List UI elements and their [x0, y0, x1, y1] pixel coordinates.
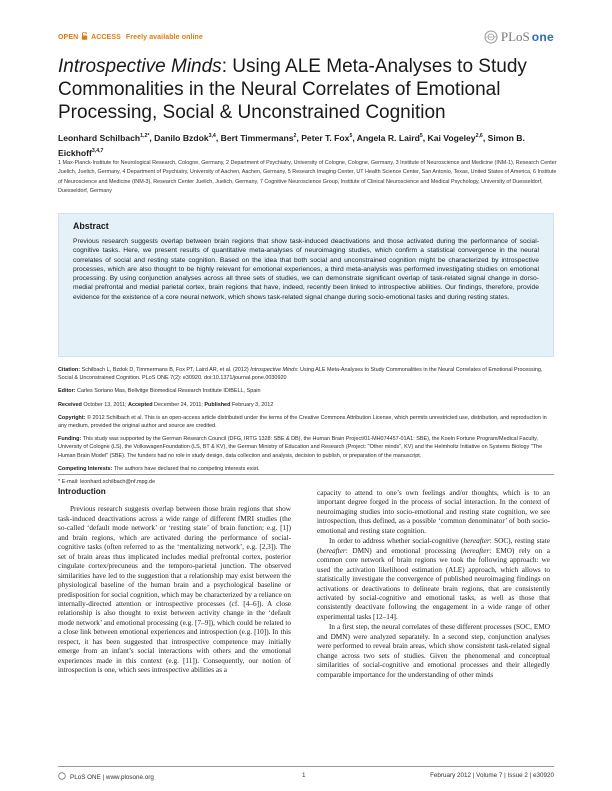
page-number: 1: [302, 772, 306, 779]
author-name: Angela R. Laird: [356, 132, 420, 143]
author-list: [58, 130, 558, 161]
p3-part-d: : EMO) rely on a common core network of brain regions we took the following approach: we used the activation likelihood estimation (ALE) approach, which allows to statistically investigate the convergence of published neuroimaging findings on activations or deactivations to delineate brain regions, that are consistently activated by social-cognitive and emotional tasks, as well as those that consistently deactivate following the engagement in a wide range of other experimental tasks [12–14].: [317, 546, 550, 621]
author-separator: ,: [215, 132, 221, 143]
copyright-label: Copyright:: [58, 414, 86, 421]
accepted-date: December 24, 2011;: [152, 401, 205, 408]
author-name: Danilo Bzdok: [154, 132, 209, 143]
author-name: Peter T. Fox: [301, 132, 350, 143]
competing-text: The authors have declared that no competing interests exist.: [112, 465, 260, 472]
author-separator: ,: [149, 132, 155, 143]
author-affiliation-marker: 1,2: [140, 133, 148, 139]
received-date: October 13, 2011;: [81, 401, 129, 408]
article-metadata: [58, 366, 554, 491]
title-rest: : Using ALE Meta-Analyses to Study Commonalities in the Neural Correlates of Emotional Processing, Social & Unconstrained Cognition: [58, 56, 527, 123]
corresponding-email[interactable]: * E-mail: leonhard.schilbach@nf.mpg.de: [58, 479, 156, 486]
abstract-heading: Abstract: [73, 221, 109, 231]
author-separator: ,: [352, 132, 357, 143]
author-affiliation-marker: 2: [293, 133, 297, 139]
footer-divider: [58, 766, 554, 767]
author-affiliation-marker: 5: [349, 133, 353, 139]
author-affiliation-marker: 2,6: [475, 133, 483, 139]
competing-label: Competing Interests:: [58, 465, 113, 472]
page-footer: [58, 770, 554, 782]
copyright-text: © 2012 Schilbach et al. This is an open-access article distributed under the terms of the Creative Commons Attribution License, which permits unrestricted use, distribution, and reproduction in any medium, provided the original author and source are credited.: [58, 414, 547, 430]
citation-title: Introspective Minds: [250, 367, 298, 373]
author-affiliation-marker: 5: [419, 133, 423, 139]
plos-one-logo: [484, 28, 554, 46]
author-separator: ,: [296, 132, 302, 143]
plos-mini-logo-icon: [58, 772, 67, 780]
right-column: [317, 489, 550, 680]
p3-hereafter-2: hereafter: [319, 546, 346, 555]
intro-paragraph-3: [317, 537, 550, 622]
received-label: Received: [58, 401, 82, 408]
access-label: ACCESS: [91, 34, 121, 41]
abstract-text: Previous research suggests overlap between brain regions that show task-induced deactivations and those activated during the performance of social-cognitive tasks. Here, we present results of quantitative meta-analyses of neuroimaging studies, which confirm a statistical convergence in the neural correlates of social and resting state cognition. Based on the idea that both social and unconstrained cognition might be characterized by introspective processes, which are also thought to be highly relevant for emotional experiences, a third meta-analysis was performed investigating studies on emotional processing. By using conjunction analyses across all three sets of studies, we can demonstrate significant overlap of task-related signal change in dorso-medial prefrontal and medial parietal cortex, brain regions that have, indeed, recently been linked to introspective abilities. Our findings, therefore, provide evidence for the existence of a core neural network, which shows task-related signal change during socio-emotional tasks and during resting states.: [73, 238, 539, 301]
funding: [58, 435, 554, 460]
intro-paragraph-4: In a first step, the neural correlates of these different processes (SOC, EMO and DMN) were analyzed separately. In a second step, conjunction analyses were performed to reveal brain areas, which show consistent task-related signal change across two sets of studies. Given the phenomenal and conceptual similarities of social-cognitive and emotional processes and their allegedly comparable importance for the understanding of other minds: [317, 623, 550, 679]
citation-label: Citation:: [58, 367, 81, 373]
plos-emblem-icon: [484, 30, 498, 44]
author-name: Kai Vogeley: [427, 132, 476, 143]
funding-label: Funding:: [58, 436, 82, 443]
plos-wordmark: PLoS: [500, 29, 530, 44]
editor-text: Carles Soriano Mas, Bellvitge Biomedical Research Institute IDIBELL, Spain: [75, 388, 261, 395]
footer-issue-info: February 2012 | Volume 7 | Issue 2 | e30920: [430, 772, 554, 779]
p3-hereafter-1: hereafter: [463, 537, 490, 546]
competing-interests: [58, 465, 554, 473]
intro-paragraph-1: Previous research suggests overlap between those brain regions that show task-induced deactivations across a wide range of different fMRI studies (the so-called ‘default mode network’ or ‘resting state’ of brain function; e.g. [1]) and brain regions, which are activated during the performance of social-cognitive tasks (often referred to as the ‘mentalizing network’, e.g. [2,3]). The set of brain areas thus implicated includes medial prefrontal cortex, posterior cingulate cortex/precuneus and the temporo-parietal junction. The observed similarities have led to the suggestion that a relationship may exist between the physiological baseline of the human brain and a psychological baseline or predisposition for social cognition, which may be characterized by a reliance on internally-directed attention or introspective processes (cf. [4–6]). A close relationship is also thought to exist between activity change in the ‘default mode network’ and emotional processing (e.g. [7–9]), which could be related to a close link between emotional experiences and introspection (e.g. [10]). In this respect, it has been suggested that introspective competence may initially emerge from an infant’s social interactions with others and the emotional experiences made in this context (e.g. [11]). Consequently, our notion of introspection is one, which sees introspective abilities as a: [58, 505, 291, 675]
affiliations: 1 Max-Planck-Institute for Neurological Research, Cologne, Germany, 2 Department of Psychiatry, University of Cologne, Cologne, Germany, 3 Institute of Neuroscience and Medicine (INM-1), Research Center Juelich, Juelich, Germany, 4 Department of Psychiatry, University of Aachen, Aachen, Germany, 5 Research Imaging Center, UT Health Science Center, San Antonio, Texas, United States of America, 6 Institute of Neuroscience and Medicine (INM-3), Research Center Juelich, Juelich, Germany, 7 Cognitive Neuroscience Group, Institute of Clinical Neuroscience and Medical Psychology, University of Duesseldorf, Duesseldorf, Germany: [58, 160, 557, 194]
open-lock-icon: [81, 32, 88, 40]
accepted-label: Accepted: [128, 401, 153, 408]
copyright: [58, 414, 554, 430]
citation: [58, 366, 554, 382]
citation-rest: : Using ALE Meta-Analyses to Study Commonalities in the Neural Correlates of Emotional Processing, Social & Unconstrained Cognition. PLoS ONE 7(2): e30920. doi:10.1371/journal.pone.0030920: [58, 367, 543, 382]
title-italic-part: Introspective Minds: [58, 56, 222, 77]
journal-header: [58, 28, 554, 46]
freely-available-label: Freely available online: [125, 34, 203, 41]
introduction-heading: Introduction: [58, 487, 106, 496]
author-separator: ,: [422, 132, 428, 143]
p3-part-c: : DMN) and emotional processing (: [345, 546, 463, 555]
author-affiliation-marker: 3,4: [208, 133, 216, 139]
open-access-badge: [58, 32, 203, 41]
citation-text: Schilbach L, Bzdok D, Timmermans B, Fox PT, Laird AR, et al. (2012): [80, 367, 251, 373]
funding-text: This study was supported by the German Research Council (DFG, IRTG 1328: SBE & DB), the Human Brain Project/01-MH074457-01A1: SBE), the Koeln Fortune Program/Medical Faculty, University of Cologne (LS), the VolkswagenFoundation (LS, BT & KV), the German Ministry of Education and Research (Project: "Other minds", KV) and the Helmholtz Initiative on Systems Biology "The Human Brain Model" (SBE). The funders had no role in study design, data collection and analysis, decision to publish, or preparation of the manuscript.: [58, 436, 543, 459]
author-affiliation-marker: 3,4,7: [91, 148, 104, 155]
corresponding-author-marker: *: [147, 133, 150, 139]
editor-label: Editor:: [58, 388, 76, 395]
p3-hereafter-3: hereafter: [462, 546, 490, 555]
abstract-box: [58, 213, 554, 357]
intro-paragraph-2: capacity to attend to one’s own feelings and/or thoughts, which is to an important degree forged in the process of social interaction. In the context of neuroimaging studies into socio-emotional and resting state cognition, we see introspection, thus defined, as a possible ‘common denominator’ of both socio-emotional and resting state cognition.: [317, 489, 550, 535]
author-name: Bert Timmermans: [220, 132, 294, 143]
left-column: [58, 487, 291, 676]
p3-part-b: : SOC), resting state (: [317, 537, 550, 555]
author-name: Leonhard Schilbach: [58, 132, 141, 143]
footer-journal-link[interactable]: PLoS ONE | www.plosone.org: [70, 774, 154, 781]
editor: [58, 387, 554, 395]
footer-left: [58, 772, 154, 781]
author-name: Simon B. Eickhoff: [58, 132, 525, 159]
one-wordmark: one: [531, 30, 554, 44]
author-separator: ,: [482, 132, 488, 143]
published-date: February 3, 2012: [230, 401, 274, 408]
article-title: [58, 55, 558, 124]
published-label: Published: [204, 401, 231, 408]
dates: [58, 401, 554, 409]
open-label: OPEN: [58, 34, 79, 41]
metadata-divider: [58, 474, 554, 475]
p3-part-a: In order to address whether social-cognitive (: [329, 537, 464, 546]
